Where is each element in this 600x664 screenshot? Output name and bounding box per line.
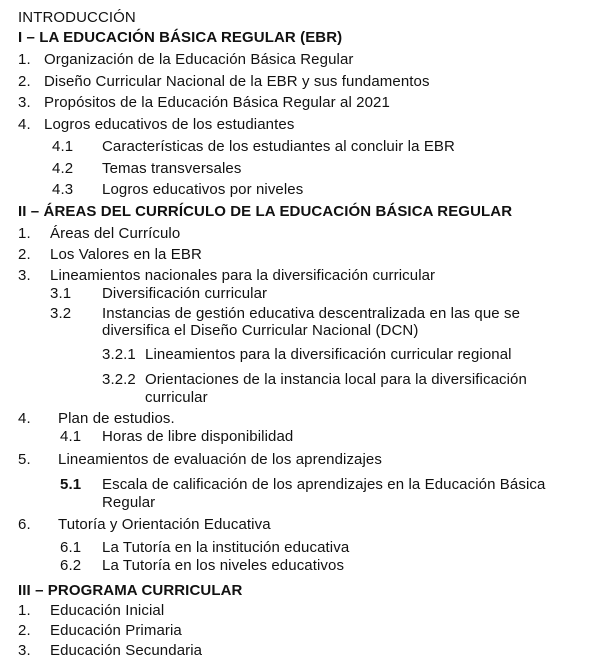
item-number: 6. (18, 516, 31, 533)
item-number: 1. (18, 225, 31, 242)
item-text: Organización de la Educación Básica Regular (44, 51, 354, 68)
item-text: Logros educativos de los estudiantes (44, 116, 295, 133)
list-item (18, 451, 382, 468)
sub-list-item (52, 138, 455, 155)
item-text: Orientaciones de la instancia local para la diversificación (145, 371, 527, 388)
item-number: 4. (18, 410, 31, 427)
item-number: 2. (18, 73, 31, 90)
sub-sub-list-item-continuation: curricular (145, 389, 208, 406)
list-item (18, 602, 165, 619)
item-number: 4.1 (52, 138, 74, 155)
list-item (18, 116, 295, 133)
sub-list-item-continuation: diversifica el Diseño Curricular Nacional (DCN) (102, 322, 419, 339)
item-text: La Tutoría en los niveles educativos (102, 557, 345, 574)
item-number: 3. (18, 267, 31, 284)
item-text: Educación Inicial (50, 602, 165, 619)
item-text: Plan de estudios. (58, 410, 175, 427)
sub-sub-list-item (102, 346, 512, 363)
list-item (18, 516, 271, 533)
sub-list-item (60, 539, 350, 556)
list-item (18, 267, 436, 284)
item-number: 3.2.2 (102, 371, 136, 388)
intro-heading: INTRODUCCIÓN (18, 9, 136, 26)
item-number: 3.1 (50, 285, 72, 302)
list-item (18, 51, 354, 68)
item-number: 2. (18, 622, 31, 639)
item-text: Diversificación curricular (102, 285, 268, 302)
list-item (18, 642, 203, 659)
section-1-title: I – LA EDUCACIÓN BÁSICA REGULAR (EBR) (18, 29, 343, 46)
item-number: 4.1 (60, 428, 82, 445)
item-text: Escala de calificación de los aprendizajes en la Educación Básica (102, 476, 546, 493)
item-text: Lineamientos de evaluación de los aprendizajes (58, 451, 382, 468)
item-number: 1. (18, 602, 31, 619)
item-number: 4.2 (52, 160, 74, 177)
section-2-title: II – ÁREAS DEL CURRÍCULO DE LA EDUCACIÓN BÁSICA REGULAR (18, 203, 513, 220)
list-item (18, 246, 202, 263)
item-text: Lineamientos para la diversificación curricular regional (145, 346, 512, 363)
item-number: 6.1 (60, 539, 82, 556)
item-text: Horas de libre disponibilidad (102, 428, 294, 445)
item-number: 3.2 (50, 305, 72, 322)
sub-list-item (52, 181, 304, 198)
item-text: Áreas del Currículo (50, 225, 181, 242)
item-number: 3.2.1 (102, 346, 136, 363)
sub-sub-list-item (102, 371, 527, 388)
item-text: Instancias de gestión educativa descentralizada en las que se (102, 305, 521, 322)
item-number: 5. (18, 451, 31, 468)
item-text: Los Valores en la EBR (50, 246, 202, 263)
item-number: 6.2 (60, 557, 82, 574)
item-number: 4. (18, 116, 31, 133)
item-number: 4.3 (52, 181, 74, 198)
item-number: 1. (18, 51, 31, 68)
sub-list-item (50, 305, 521, 322)
item-text: Logros educativos por niveles (102, 181, 304, 198)
list-item (18, 225, 181, 242)
sub-list-item (60, 428, 294, 445)
list-item (18, 73, 430, 90)
section-3-title: III – PROGRAMA CURRICULAR (18, 582, 243, 599)
item-text: Tutoría y Orientación Educativa (58, 516, 271, 533)
item-text: La Tutoría en la institución educativa (102, 539, 350, 556)
item-number: 5.1 (60, 476, 82, 493)
item-number: 3. (18, 94, 31, 111)
item-text: Propósitos de la Educación Básica Regular al 2021 (44, 94, 390, 111)
sub-list-item-continuation: Regular (102, 494, 156, 511)
item-text: Lineamientos nacionales para la diversificación curricular (50, 267, 436, 284)
item-text: Características de los estudiantes al concluir la EBR (102, 138, 455, 155)
item-text: Temas transversales (102, 160, 242, 177)
list-item (18, 94, 390, 111)
sub-list-item (50, 285, 268, 302)
sub-list-item (60, 476, 546, 493)
item-text: Educación Primaria (50, 622, 182, 639)
list-item (18, 410, 175, 427)
list-item (18, 622, 182, 639)
item-text: Educación Secundaria (50, 642, 203, 659)
sub-list-item (52, 160, 242, 177)
item-text: Diseño Curricular Nacional de la EBR y sus fundamentos (44, 73, 430, 90)
sub-list-item (60, 557, 345, 574)
item-number: 2. (18, 246, 31, 263)
item-number: 3. (18, 642, 31, 659)
